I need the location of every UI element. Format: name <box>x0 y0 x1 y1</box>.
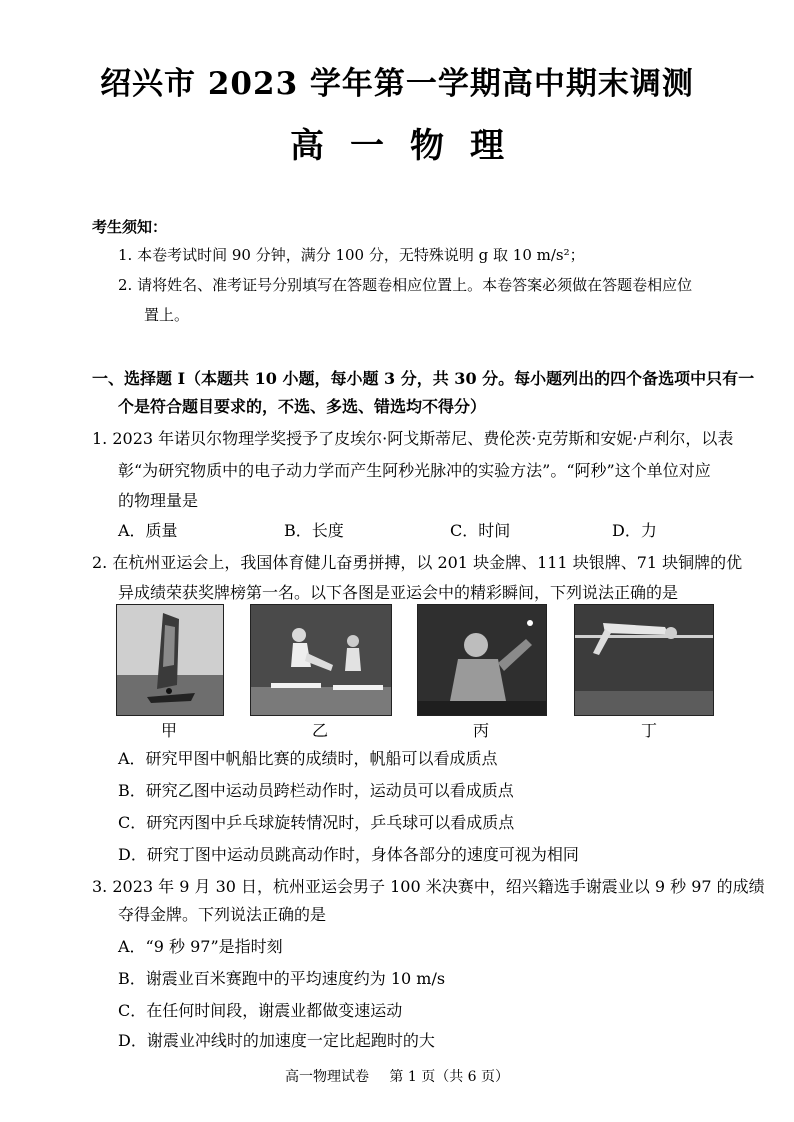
section-heading: 一、选择题 I（本题共 10 小题，每小题 3 分，共 30 分。每小题列出的四个备选项中只有一 <box>92 369 755 388</box>
exam-title: 绍兴市 2023 学年第一学期高中期末调测 <box>100 66 694 102</box>
caption-bing: 丙 <box>472 721 489 740</box>
photo-sailing <box>116 604 224 716</box>
notice-item-2: 2. 请将姓名、准考证号分别填写在答题卷相应位置上。本卷答案必须做在答题卷相应位 <box>118 276 693 294</box>
notice-item-1: 1. 本卷考试时间 90 分钟，满分 100 分，无特殊说明 g 取 10 m/s²； <box>118 246 585 264</box>
caption-ding: 丁 <box>640 721 657 740</box>
q1-option-b: B．长度 <box>284 521 344 540</box>
q2-option-c: C．研究丙图中乒乓球旋转情况时，乒乓球可以看成质点 <box>118 813 515 832</box>
caption-yi: 乙 <box>311 721 328 740</box>
q1-option-a: A．质量 <box>118 521 178 540</box>
photo-hurdles <box>250 604 392 716</box>
q2-option-b: B．研究乙图中运动员跨栏动作时，运动员可以看成质点 <box>118 781 514 800</box>
q1-option-c: C．时间 <box>450 521 511 540</box>
q3-option-d: D．谢震业冲线时的加速度一定比起跑时的大 <box>118 1031 435 1050</box>
q3-option-c: C．在任何时间段，谢震业都做变速运动 <box>118 1001 403 1020</box>
footer-page-number: 第 1 页（共 6 页） <box>389 1069 510 1085</box>
q1-stem-2: 彰“为研究物质中的电子动力学而产生阿秒光脉冲的实验方法”。“阿秒”这个单位对应 <box>118 461 711 480</box>
photo-high-jump <box>574 604 714 716</box>
caption-jia: 甲 <box>160 721 177 740</box>
notice-title: 考生须知： <box>92 218 168 236</box>
q1-stem-3: 的物理量是 <box>118 491 199 510</box>
notice-item-2-cont: 置上。 <box>144 306 190 324</box>
subject-title: 高一物理 <box>290 126 530 166</box>
q2-option-d: D．研究丁图中运动员跳高动作时，身体各部分的速度可视为相同 <box>118 845 579 864</box>
q3-stem-2: 夺得金牌。下列说法正确的是 <box>118 905 327 924</box>
q2-stem-2: 异成绩荣获奖牌榜第一名。以下各图是亚运会中的精彩瞬间，下列说法正确的是 <box>118 583 679 602</box>
q3-option-a: A．“9 秒 97”是指时刻 <box>118 937 283 956</box>
photo-table-tennis <box>417 604 547 716</box>
q2-stem: 2. 在杭州亚运会上，我国体育健儿奋勇拼搏，以 201 块金牌、111 块银牌、71 块铜牌的优 <box>92 553 743 572</box>
q3-stem: 3. 2023 年 9 月 30 日，杭州亚运会男子 100 米决赛中，绍兴籍选手谢震业以 9 秒 97 的成绩 <box>92 877 765 896</box>
footer-subject: 高一物理试卷 <box>284 1069 369 1085</box>
section-heading-cont: 个是符合题目要求的，不选、多选、错选均不得分） <box>118 397 487 416</box>
q1-option-d: D．力 <box>612 521 657 540</box>
q2-option-a: A．研究甲图中帆船比赛的成绩时，帆船可以看成质点 <box>118 749 498 768</box>
q1-stem: 1. 2023 年诺贝尔物理学奖授予了皮埃尔·阿戈斯蒂尼、费伦茨·克劳斯和安妮·卢利尔，以表 <box>92 429 734 448</box>
page-footer <box>0 1066 794 1086</box>
q3-option-b: B．谢震业百米赛跑中的平均速度约为 10 m/s <box>118 969 446 988</box>
